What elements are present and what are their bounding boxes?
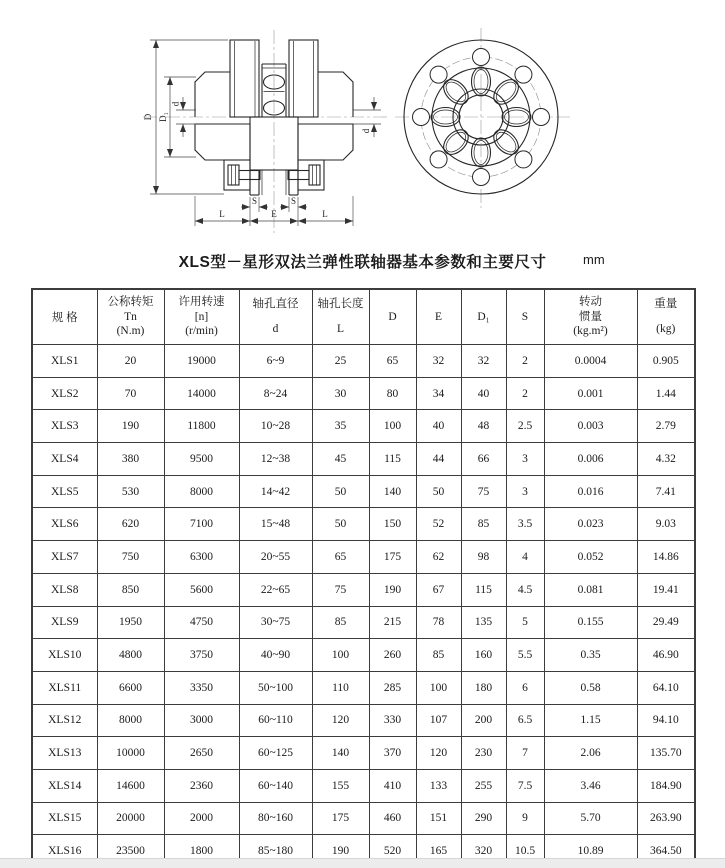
dim-label-L-left: L xyxy=(219,209,225,219)
cell-spec: XLS10 xyxy=(32,639,97,672)
cell-spec: XLS12 xyxy=(32,704,97,737)
table-row xyxy=(32,639,695,672)
dim-label-S-right: S xyxy=(290,196,297,206)
cell-length: 75 xyxy=(312,573,369,606)
table-row xyxy=(32,377,695,410)
col-header-bore: 轴孔直径 d xyxy=(239,289,312,345)
cell-E: 100 xyxy=(416,671,461,704)
cell-weight: 7.41 xyxy=(637,475,695,508)
cell-weight: 364.50 xyxy=(637,835,695,868)
cell-S: 6 xyxy=(506,671,544,704)
cell-E: 50 xyxy=(416,475,461,508)
cell-E: 32 xyxy=(416,345,461,378)
cell-length: 65 xyxy=(312,541,369,574)
cell-S: 4.5 xyxy=(506,573,544,606)
cell-inertia: 0.016 xyxy=(544,475,637,508)
cell-E: 107 xyxy=(416,704,461,737)
left-bolt-assembly xyxy=(224,160,260,190)
cell-speed: 3000 xyxy=(164,704,239,737)
cell-weight: 263.90 xyxy=(637,802,695,835)
cell-speed: 4750 xyxy=(164,606,239,639)
coupling-technical-drawing xyxy=(0,0,725,246)
col-header-E: E xyxy=(416,289,461,345)
cell-D1: 160 xyxy=(461,639,506,672)
cell-D: 260 xyxy=(369,639,416,672)
cell-torque: 70 xyxy=(97,377,164,410)
cell-S: 3 xyxy=(506,443,544,476)
right-bolt-assembly xyxy=(288,160,324,190)
cell-bore: 20~55 xyxy=(239,541,312,574)
spec-table-header xyxy=(32,289,695,345)
cell-D1: 48 xyxy=(461,410,506,443)
table-row xyxy=(32,508,695,541)
cell-bore: 6~9 xyxy=(239,345,312,378)
cell-D: 330 xyxy=(369,704,416,737)
cell-weight: 0.905 xyxy=(637,345,695,378)
cell-E: 78 xyxy=(416,606,461,639)
cell-weight: 14.86 xyxy=(637,541,695,574)
cell-S: 4 xyxy=(506,541,544,574)
cell-length: 25 xyxy=(312,345,369,378)
cell-E: 151 xyxy=(416,802,461,835)
cell-D: 190 xyxy=(369,573,416,606)
cell-bore: 60~125 xyxy=(239,737,312,770)
cell-spec: XLS16 xyxy=(32,835,97,868)
cell-D1: 135 xyxy=(461,606,506,639)
dim-label-D: D xyxy=(143,113,153,121)
cell-S: 7.5 xyxy=(506,769,544,802)
table-row xyxy=(32,475,695,508)
cell-bore: 80~160 xyxy=(239,802,312,835)
cell-torque: 1950 xyxy=(97,606,164,639)
cell-weight: 64.10 xyxy=(637,671,695,704)
cell-weight: 9.03 xyxy=(637,508,695,541)
cell-E: 52 xyxy=(416,508,461,541)
cell-speed: 3350 xyxy=(164,671,239,704)
dim-label-E: E xyxy=(271,209,277,219)
table-title: XLS型－星形双法兰弹性联轴器基本参数和主要尺寸 xyxy=(178,254,547,271)
cell-D: 65 xyxy=(369,345,416,378)
cell-weight: 184.90 xyxy=(637,769,695,802)
cell-speed: 2000 xyxy=(164,802,239,835)
cell-speed: 5600 xyxy=(164,573,239,606)
page-bottom-edge xyxy=(0,858,725,868)
cell-S: 5 xyxy=(506,606,544,639)
spec-table-body xyxy=(32,345,695,868)
cell-bore: 8~24 xyxy=(239,377,312,410)
dim-L-right xyxy=(298,209,353,221)
cell-spec: XLS13 xyxy=(32,737,97,770)
cell-length: 30 xyxy=(312,377,369,410)
cell-E: 34 xyxy=(416,377,461,410)
cell-S: 2 xyxy=(506,377,544,410)
cell-inertia: 0.081 xyxy=(544,573,637,606)
cell-length: 175 xyxy=(312,802,369,835)
cell-E: 40 xyxy=(416,410,461,443)
cell-spec: XLS15 xyxy=(32,802,97,835)
cell-D: 140 xyxy=(369,475,416,508)
cell-D: 285 xyxy=(369,671,416,704)
dim-label-d-right: d xyxy=(361,128,371,134)
cell-speed: 2650 xyxy=(164,737,239,770)
cell-spec: XLS7 xyxy=(32,541,97,574)
col-header-D1: D₁ xyxy=(461,289,506,345)
cell-length: 50 xyxy=(312,475,369,508)
cell-D: 80 xyxy=(369,377,416,410)
cell-inertia: 5.70 xyxy=(544,802,637,835)
cell-D: 150 xyxy=(369,508,416,541)
cell-D1: 180 xyxy=(461,671,506,704)
cell-D1: 75 xyxy=(461,475,506,508)
right-hub-outline xyxy=(318,72,353,117)
cell-weight: 2.79 xyxy=(637,410,695,443)
cell-S: 3 xyxy=(506,475,544,508)
cell-speed: 7100 xyxy=(164,508,239,541)
cell-speed: 11800 xyxy=(164,410,239,443)
cell-bore: 30~75 xyxy=(239,606,312,639)
col-header-torque: 公称转矩 Tn (N.m) xyxy=(97,289,164,345)
table-row xyxy=(32,769,695,802)
cell-bore: 60~140 xyxy=(239,769,312,802)
cell-speed: 1800 xyxy=(164,835,239,868)
cell-S: 6.5 xyxy=(506,704,544,737)
cell-spec: XLS8 xyxy=(32,573,97,606)
cell-torque: 6600 xyxy=(97,671,164,704)
col-header-spec: 规 格 xyxy=(32,289,97,345)
cell-D: 100 xyxy=(369,410,416,443)
left-hub-outline xyxy=(195,72,230,117)
cell-length: 85 xyxy=(312,606,369,639)
spec-table xyxy=(31,288,696,868)
cell-E: 44 xyxy=(416,443,461,476)
cell-bore: 12~38 xyxy=(239,443,312,476)
cell-S: 7 xyxy=(506,737,544,770)
dim-label-D1: D₁ xyxy=(158,112,168,122)
cell-D1: 200 xyxy=(461,704,506,737)
cell-length: 110 xyxy=(312,671,369,704)
cell-length: 45 xyxy=(312,443,369,476)
cell-inertia: 3.46 xyxy=(544,769,637,802)
cell-D: 215 xyxy=(369,606,416,639)
cell-length: 140 xyxy=(312,737,369,770)
dim-label-d-left: d xyxy=(170,101,181,107)
cell-S: 9 xyxy=(506,802,544,835)
col-header-inertia: 转动 惯量 (kg.m²) xyxy=(544,289,637,345)
table-row xyxy=(32,802,695,835)
cell-bore: 14~42 xyxy=(239,475,312,508)
cell-speed: 2360 xyxy=(164,769,239,802)
cell-E: 165 xyxy=(416,835,461,868)
table-row xyxy=(32,541,695,574)
cell-torque: 190 xyxy=(97,410,164,443)
cell-torque: 23500 xyxy=(97,835,164,868)
cell-torque: 8000 xyxy=(97,704,164,737)
cell-E: 62 xyxy=(416,541,461,574)
cell-inertia: 0.155 xyxy=(544,606,637,639)
table-row xyxy=(32,443,695,476)
cell-inertia: 0.0004 xyxy=(544,345,637,378)
cell-bore: 15~48 xyxy=(239,508,312,541)
cell-E: 120 xyxy=(416,737,461,770)
cell-spec: XLS11 xyxy=(32,671,97,704)
col-header-D: D xyxy=(369,289,416,345)
cell-inertia: 1.15 xyxy=(544,704,637,737)
coupling-front-view xyxy=(395,28,572,208)
cell-inertia: 0.001 xyxy=(544,377,637,410)
col-header-S: S xyxy=(506,289,544,345)
cell-D: 175 xyxy=(369,541,416,574)
cell-inertia: 0.58 xyxy=(544,671,637,704)
cell-spec: XLS9 xyxy=(32,606,97,639)
cell-spec: XLS14 xyxy=(32,769,97,802)
cell-length: 100 xyxy=(312,639,369,672)
cell-weight: 19.41 xyxy=(637,573,695,606)
cell-weight: 29.49 xyxy=(637,606,695,639)
cell-D1: 290 xyxy=(461,802,506,835)
cell-spec: XLS3 xyxy=(32,410,97,443)
col-header-weight: 重量 (kg) xyxy=(637,289,695,345)
col-header-speed: 许用转速 [n] (r/min) xyxy=(164,289,239,345)
cell-weight: 94.10 xyxy=(637,704,695,737)
cell-D: 520 xyxy=(369,835,416,868)
cell-weight: 135.70 xyxy=(637,737,695,770)
cell-spec: XLS2 xyxy=(32,377,97,410)
cell-speed: 6300 xyxy=(164,541,239,574)
cell-speed: 9500 xyxy=(164,443,239,476)
cell-bore: 60~110 xyxy=(239,704,312,737)
table-row xyxy=(32,573,695,606)
left-hub-section xyxy=(195,124,250,160)
cell-inertia: 2.06 xyxy=(544,737,637,770)
cell-length: 120 xyxy=(312,704,369,737)
cell-bore: 85~180 xyxy=(239,835,312,868)
cell-torque: 750 xyxy=(97,541,164,574)
cell-torque: 850 xyxy=(97,573,164,606)
table-row xyxy=(32,737,695,770)
cell-spec: XLS6 xyxy=(32,508,97,541)
table-row xyxy=(32,671,695,704)
unit-label: mm xyxy=(583,252,605,267)
cell-inertia: 0.052 xyxy=(544,541,637,574)
cell-length: 50 xyxy=(312,508,369,541)
cell-torque: 20 xyxy=(97,345,164,378)
cell-E: 85 xyxy=(416,639,461,672)
cell-E: 67 xyxy=(416,573,461,606)
dim-S-right xyxy=(280,196,307,207)
title-bar xyxy=(0,250,725,276)
cell-D1: 320 xyxy=(461,835,506,868)
cell-speed: 14000 xyxy=(164,377,239,410)
cell-speed: 3750 xyxy=(164,639,239,672)
cell-S: 5.5 xyxy=(506,639,544,672)
table-row xyxy=(32,704,695,737)
cell-torque: 10000 xyxy=(97,737,164,770)
cell-torque: 4800 xyxy=(97,639,164,672)
cell-D1: 85 xyxy=(461,508,506,541)
col-header-length: 轴孔长度 L xyxy=(312,289,369,345)
cell-weight: 1.44 xyxy=(637,377,695,410)
cell-inertia: 0.006 xyxy=(544,443,637,476)
cell-D: 410 xyxy=(369,769,416,802)
coupling-section-view xyxy=(143,30,390,233)
dim-L-left xyxy=(195,209,250,221)
dim-S-left xyxy=(241,196,268,207)
cell-inertia: 0.003 xyxy=(544,410,637,443)
table-row xyxy=(32,410,695,443)
cell-length: 190 xyxy=(312,835,369,868)
cell-D1: 255 xyxy=(461,769,506,802)
cell-bore: 50~100 xyxy=(239,671,312,704)
cell-D: 460 xyxy=(369,802,416,835)
cell-length: 35 xyxy=(312,410,369,443)
cell-D1: 40 xyxy=(461,377,506,410)
cell-speed: 8000 xyxy=(164,475,239,508)
cell-D: 370 xyxy=(369,737,416,770)
cell-S: 2 xyxy=(506,345,544,378)
cell-inertia: 10.89 xyxy=(544,835,637,868)
cell-D: 115 xyxy=(369,443,416,476)
cell-bore: 40~90 xyxy=(239,639,312,672)
cell-torque: 20000 xyxy=(97,802,164,835)
cell-inertia: 0.35 xyxy=(544,639,637,672)
right-hub-section xyxy=(298,124,353,160)
cell-E: 133 xyxy=(416,769,461,802)
cell-weight: 4.32 xyxy=(637,443,695,476)
cell-spec: XLS4 xyxy=(32,443,97,476)
cell-D1: 66 xyxy=(461,443,506,476)
cell-torque: 14600 xyxy=(97,769,164,802)
cell-weight: 46.90 xyxy=(637,639,695,672)
cell-length: 155 xyxy=(312,769,369,802)
cell-speed: 19000 xyxy=(164,345,239,378)
cell-D1: 230 xyxy=(461,737,506,770)
table-row xyxy=(32,606,695,639)
cell-D1: 98 xyxy=(461,541,506,574)
cell-spec: XLS1 xyxy=(32,345,97,378)
cell-S: 10.5 xyxy=(506,835,544,868)
cell-torque: 530 xyxy=(97,475,164,508)
cell-bore: 10~28 xyxy=(239,410,312,443)
dim-label-S-left: S xyxy=(251,196,258,206)
cell-torque: 380 xyxy=(97,443,164,476)
cell-D1: 32 xyxy=(461,345,506,378)
cell-S: 3.5 xyxy=(506,508,544,541)
table-row xyxy=(32,345,695,378)
cell-D1: 115 xyxy=(461,573,506,606)
cell-inertia: 0.023 xyxy=(544,508,637,541)
cell-spec: XLS5 xyxy=(32,475,97,508)
cell-S: 2.5 xyxy=(506,410,544,443)
cell-bore: 22~65 xyxy=(239,573,312,606)
dim-label-L-right: L xyxy=(322,209,328,219)
cell-torque: 620 xyxy=(97,508,164,541)
